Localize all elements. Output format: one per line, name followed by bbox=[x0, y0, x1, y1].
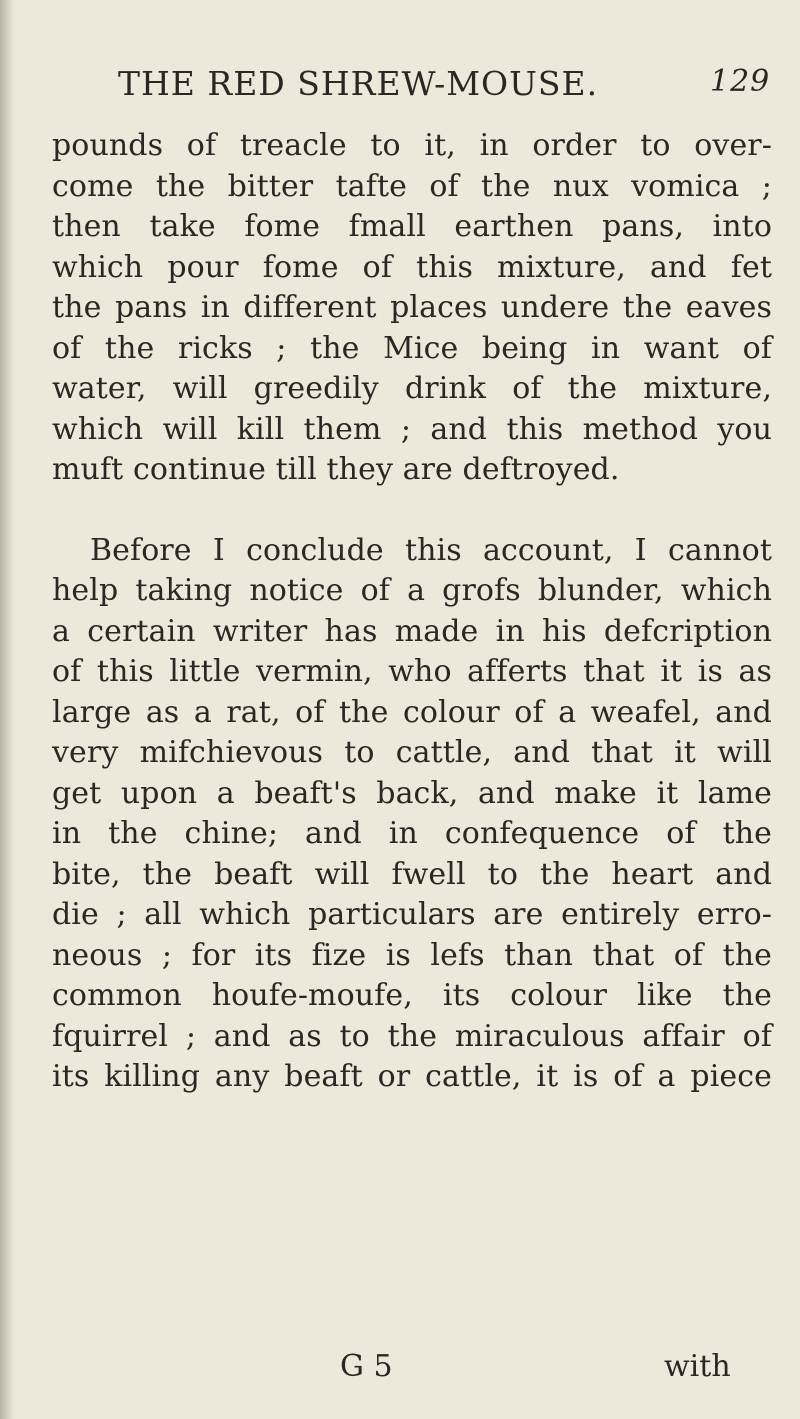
text-line: muft continue till they are deftroyed. bbox=[52, 452, 620, 487]
text-line: pounds of treacle to it, in order to over- bbox=[52, 128, 772, 163]
text-line: fquirrel ; and as to the miraculous affair of bbox=[52, 1018, 772, 1054]
text-line: its killing any beaft or cattle, it is of a piece bbox=[52, 1059, 772, 1094]
text-line: then take fome fmall earthen pans, into bbox=[52, 209, 772, 244]
text-line: common houfe-moufe, its colour like the bbox=[52, 978, 772, 1013]
catchword: with bbox=[664, 1349, 731, 1384]
body-text bbox=[52, 126, 772, 1098]
text-line: large as a rat, of the colour of a weafel, and bbox=[52, 694, 772, 730]
text-line: come the bitter tafte of the nux vomica ; bbox=[52, 168, 772, 204]
text-line: neous ; for its fize is lefs than that of the bbox=[52, 937, 772, 973]
text-line: die ; all which particulars are entirely erro- bbox=[52, 897, 772, 932]
text-line: help taking notice of a grofs blunder, which bbox=[52, 573, 772, 608]
text-line: of this little vermin, who afferts that it is as bbox=[52, 654, 772, 689]
page-footer bbox=[0, 1349, 800, 1389]
signature-mark: G 5 bbox=[340, 1349, 393, 1384]
text-line: a certain writer has made in his defcription bbox=[52, 613, 772, 649]
text-line: which will kill them ; and this method you bbox=[52, 411, 772, 447]
paragraph-gap bbox=[52, 491, 772, 531]
text-line: water, will greedily drink of the mixture, bbox=[52, 371, 772, 406]
text-line: which pour fome of this mixture, and fet bbox=[52, 249, 772, 285]
text-line: Before I conclude this account, I cannot bbox=[90, 532, 772, 568]
text-line: of the ricks ; the Mice being in want of bbox=[52, 330, 772, 366]
text-line: bite, the beaft will fwell to the heart and bbox=[52, 856, 772, 892]
text-line: the pans in different places undere the eaves bbox=[52, 290, 772, 325]
page-number: 129 bbox=[710, 64, 771, 99]
paragraph-1 bbox=[52, 126, 772, 491]
text-line: in the chine; and in confequence of the bbox=[52, 816, 772, 851]
text-line: get upon a beaft's back, and make it lame bbox=[52, 775, 772, 811]
page-edge-shadow bbox=[0, 0, 14, 1419]
text-line: very mifchievous to cattle, and that it will bbox=[52, 735, 772, 770]
paragraph-2 bbox=[52, 531, 772, 1098]
running-title: THE RED SHREW-MOUSE. bbox=[118, 64, 599, 103]
